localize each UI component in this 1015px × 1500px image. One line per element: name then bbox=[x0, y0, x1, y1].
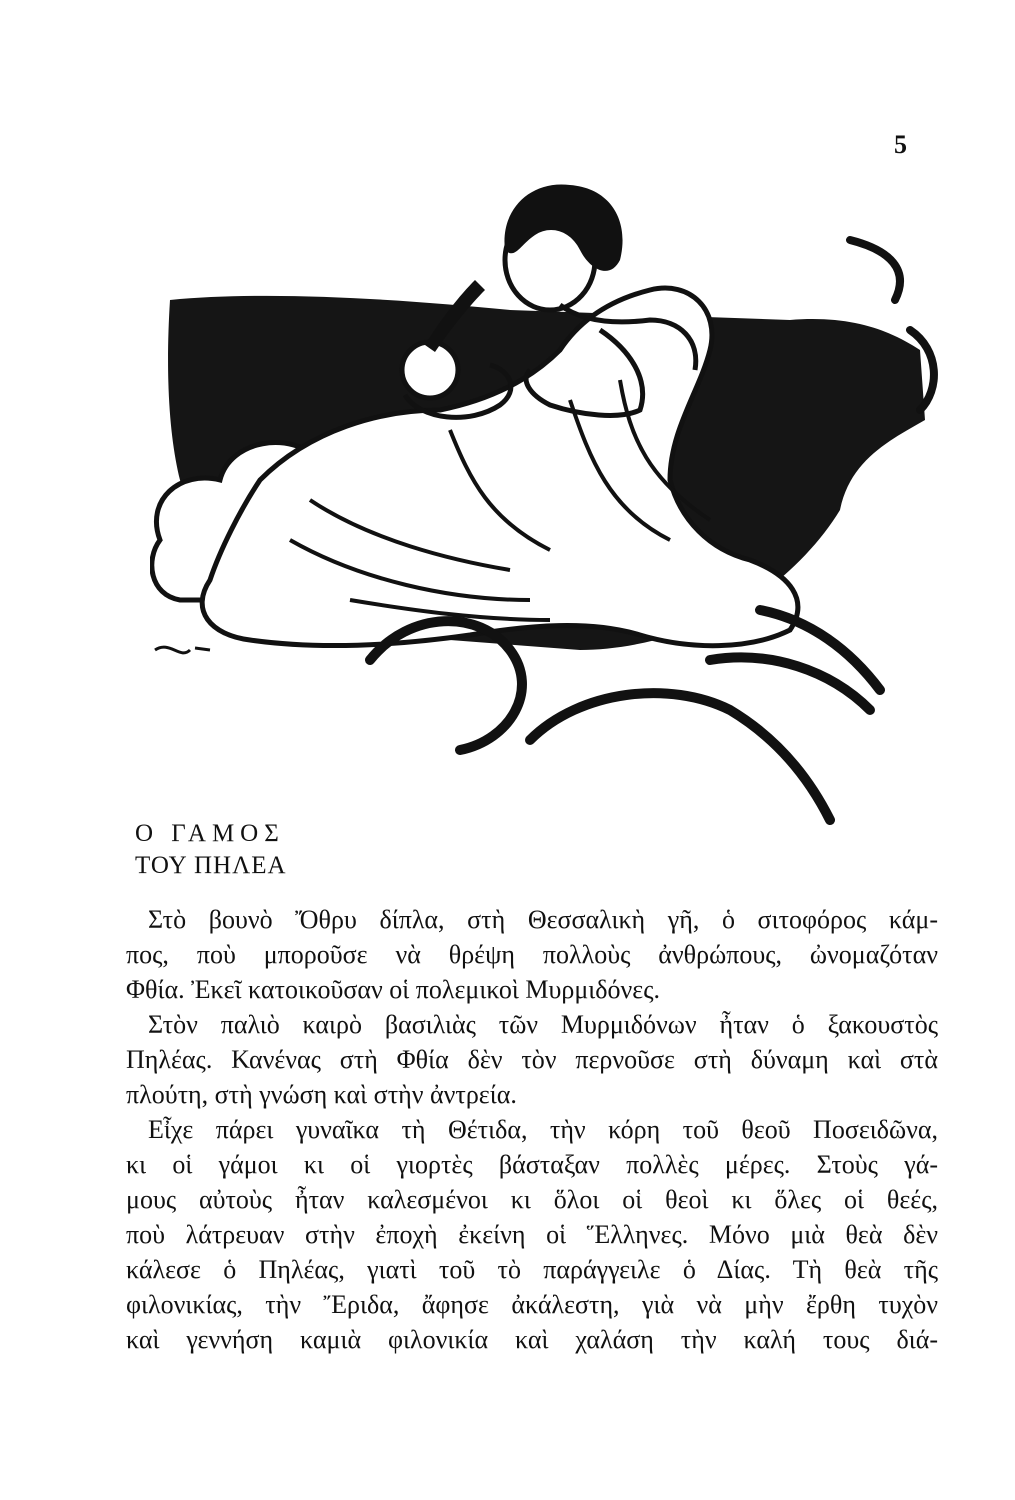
text-line: μους αὐτοὺς ἦταν καλεσμένοι κι ὅλοι οἱ θεοὶ κι ὅλες οἱ θεές, bbox=[126, 1185, 938, 1214]
body-text bbox=[126, 902, 938, 1357]
page-number: 5 bbox=[894, 130, 907, 159]
text-line: Στὸν παλιὸ καιρὸ βασιλιὰς τῶν Μυρμιδόνων ἦταν ὁ ξακουστὸς bbox=[148, 1010, 938, 1039]
text-line: κάλεσε ὁ Πηλέας, γιατὶ τοῦ τὸ παράγγειλε ὁ Δίας. Τὴ θεὰ τῆς bbox=[126, 1255, 938, 1284]
chapter-title-line1: Ο ΓΑΜΟΣ bbox=[135, 820, 285, 847]
text-line: ποὺ λάτρευαν στὴν ἐποχὴ ἐκείνη οἱ Ἕλληνες. Μόνο μιὰ θεὰ δὲν bbox=[126, 1220, 938, 1249]
text-line: πος, ποὺ μποροῦσε νὰ θρέψη πολλοὺς ἀνθρώπους, ὠνομαζόταν bbox=[126, 940, 938, 969]
text-line: καὶ γεννήση καμιὰ φιλονικία καὶ χαλάση τὴν καλή τους διά- bbox=[126, 1325, 938, 1354]
woman-on-clouds-illustration bbox=[150, 180, 950, 830]
text-line: πλούτη, στὴ γνώση καὶ στὴν ἀντρεία. bbox=[126, 1080, 517, 1109]
artist-monogram bbox=[155, 647, 210, 653]
text-line: Φθία. Ἐκεῖ κατοικοῦσαν οἱ πολεμικοὶ Μυρμιδόνες. bbox=[126, 975, 661, 1004]
held-object bbox=[402, 342, 458, 398]
text-line: φιλονικίας, τὴν Ἔριδα, ἄφησε ἀκάλεστη, γιὰ νὰ μὴν ἔρθη τυχὸν bbox=[126, 1290, 938, 1319]
text-line: Εἶχε πάρει γυναῖκα τὴ Θέτιδα, τὴν κόρη τοῦ θεοῦ Ποσειδῶνα, bbox=[148, 1115, 938, 1144]
text-line: Στὸ βουνὸ Ὄθρυ δίπλα, στὴ Θεσσαλικὴ γῆ, ὁ σιτοφόρος κάμ- bbox=[148, 905, 938, 934]
chapter-title bbox=[135, 818, 287, 882]
text-line: κι οἱ γάμοι κι οἱ γιορτὲς βάσταξαν πολλὲς μέρες. Στοὺς γά- bbox=[126, 1150, 938, 1179]
text-line: Πηλέας. Κανένας στὴ Φθία δὲν τὸν περνοῦσε στὴ δύναμη καὶ στὰ bbox=[126, 1045, 938, 1074]
chapter-title-line2: ΤΟΥ ΠΗΛΕΑ bbox=[135, 852, 287, 879]
